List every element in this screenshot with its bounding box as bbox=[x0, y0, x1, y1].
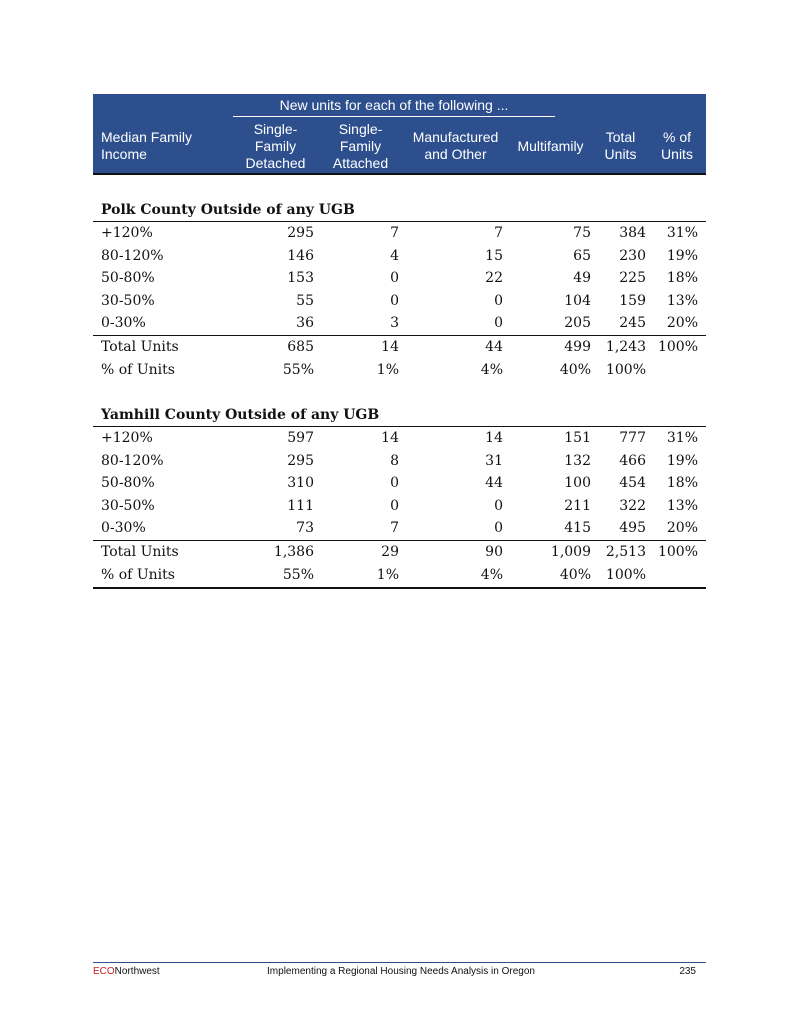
housing-units-table bbox=[93, 94, 706, 589]
page-footer bbox=[93, 966, 706, 980]
header-manufactured-and-other: Manufactured and Other bbox=[412, 129, 499, 162]
table-row: +120% 597 14 14 151 777 31% bbox=[101, 430, 698, 446]
table-row: 50-80% 310 0 44 100 454 18% bbox=[101, 475, 698, 491]
table-row: +120% 295 7 7 75 384 31% bbox=[101, 225, 698, 241]
table-row: 80-120% 295 8 31 132 466 19% bbox=[101, 452, 698, 469]
header-multifamily: Multifamily bbox=[517, 138, 584, 154]
table-row: 0-30% 36 3 0 205 245 20% bbox=[101, 315, 698, 331]
total-units-row: Total Units 685 14 44 499 1,243 100% bbox=[93, 335, 706, 359]
section-title-polk: Polk County Outside of any UGB bbox=[93, 199, 706, 222]
percent-of-units-row: % of Units 55% 1% 4% 40% 100% bbox=[93, 563, 706, 589]
header-super-label: New units for each of the following ... bbox=[233, 97, 555, 117]
footer-document-title: Implementing a Regional Housing Needs Analysis in Oregon bbox=[267, 966, 535, 977]
page-number: 235 bbox=[679, 966, 696, 977]
table-header bbox=[93, 94, 706, 175]
table-row: 0-30% 73 7 0 415 495 20% bbox=[101, 520, 698, 536]
table-row: 50-80% 153 0 22 49 225 18% bbox=[101, 270, 698, 286]
header-median-family-income: Median Family Income bbox=[101, 129, 193, 162]
footer-brand: ECONorthwest bbox=[93, 966, 160, 977]
section-title-yamhill: Yamhill County Outside of any UGB bbox=[93, 404, 706, 427]
table-row: 30-50% 55 0 0 104 159 13% bbox=[101, 292, 698, 309]
header-total-units: Total Units bbox=[604, 129, 637, 162]
header-single-family-attached: Single- Family Attached bbox=[332, 121, 389, 171]
header-single-family-detached: Single- Family Detached bbox=[245, 121, 306, 171]
header-percent-of-units: % of Units bbox=[661, 129, 693, 162]
footer-divider bbox=[93, 962, 706, 963]
table-row: 80-120% 146 4 15 65 230 19% bbox=[101, 247, 698, 264]
table-row: 30-50% 111 0 0 211 322 13% bbox=[101, 497, 698, 514]
total-units-row: Total Units 1,386 29 90 1,009 2,513 100% bbox=[93, 540, 706, 564]
percent-of-units-row: % of Units 55% 1% 4% 40% 100% bbox=[101, 362, 646, 378]
